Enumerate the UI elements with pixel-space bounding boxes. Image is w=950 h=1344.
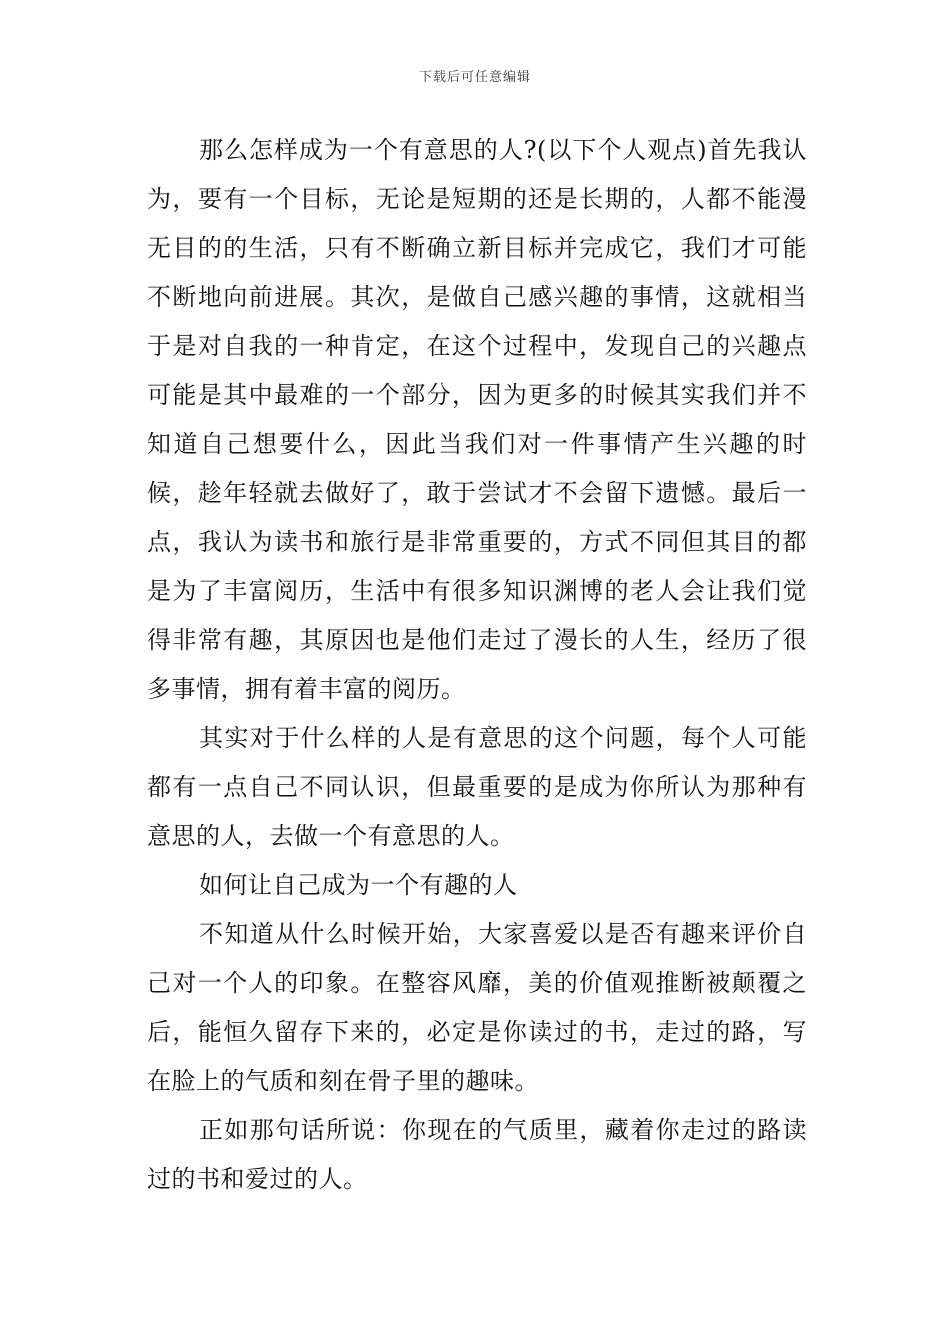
header-note: 下载后可任意编辑 [418, 70, 531, 85]
paragraph-2: 其实对于什么样的人是有意思的这个问题，每个人可能都有一点自己不同认识，但最重要的是成为你所认为那种有意思的人，去做一个有意思的人。 [147, 724, 807, 850]
paragraph-3: 不知道从什么时候开始，大家喜爱以是否有趣来评价自己对一个人的印象。在整容风靡，美的价值观推断被颠覆之后，能恒久留存下来的，必定是你读过的书，走过的路，写在脸上的气质和刻在骨子里的趣味。 [147, 920, 807, 1095]
section-heading: 如何让自己成为一个有趣的人 [199, 871, 518, 899]
document-body [147, 126, 807, 1204]
paragraph-4: 正如那句话所说：你现在的气质里，藏着你走过的路读过的书和爱过的人。 [147, 1116, 807, 1193]
paragraph-1: 那么怎样成为一个有意思的人?(以下个人观点)首先我认为，要有一个目标，无论是短期的还是长期的，人都不能漫无目的的生活，只有不断确立新目标并完成它，我们才可能不断地向前进展。其次，是做自己感兴趣的事情，这就相当于是对自我的一种肯定，在这个过程中，发现自己的兴趣点可能是其中最难的一个部分，因为更多的时候其实我们并不知道自己想要什么，因此当我们对一件事情产生兴趣的时候，趁年轻就去做好了，敢于尝试才不会留下遗憾。最后一点，我认为读书和旅行是非常重要的，方式不同但其目的都是为了丰富阅历，生活中有很多知识渊博的老人会让我们觉得非常有趣，其原因也是他们走过了漫长的人生，经历了很多事情，拥有着丰富的阅历。 [147, 136, 807, 703]
